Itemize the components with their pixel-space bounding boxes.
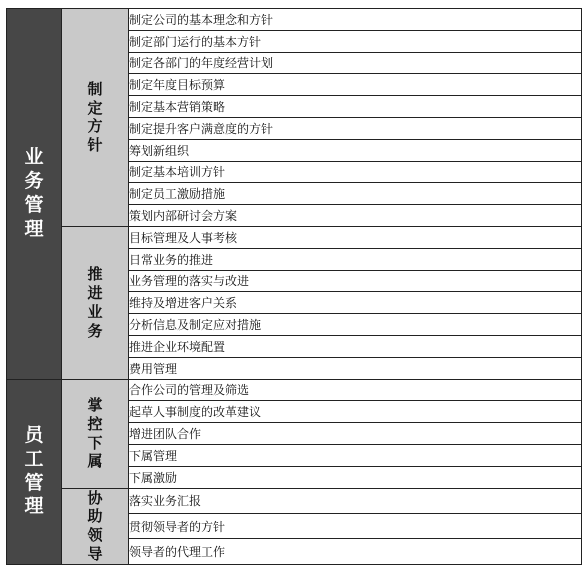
group-cell-char: 控 [87, 414, 103, 433]
table-row [7, 488, 582, 513]
duty-item: 增进团队合作 [129, 423, 582, 445]
management-duties-table-container [6, 8, 582, 563]
category-cell [7, 379, 62, 564]
duty-item: 费用管理 [129, 357, 582, 379]
management-duties-table [6, 8, 582, 565]
table-body [7, 9, 582, 565]
duty-item: 合作公司的管理及筛选 [129, 379, 582, 401]
group-cell-char: 领 [87, 526, 103, 545]
table-row [7, 226, 582, 248]
table-row [7, 9, 582, 31]
group-cell-char: 推 [87, 265, 103, 284]
duty-item: 筹划新组织 [129, 139, 582, 161]
category-cell-char: 理 [24, 217, 44, 240]
category-cell-char: 管 [24, 471, 44, 494]
table-row [7, 379, 582, 401]
duty-item: 策划内部研讨会方案 [129, 205, 582, 227]
duty-item: 下属激励 [129, 466, 582, 488]
category-cell-char: 业 [24, 146, 44, 169]
category-cell-char: 工 [24, 447, 44, 470]
duty-item: 制定部门运行的基本方针 [129, 30, 582, 52]
duty-item: 落实业务汇报 [129, 488, 582, 513]
duty-item: 贯彻领导者的方针 [129, 513, 582, 538]
group-cell [62, 488, 129, 564]
group-cell [62, 226, 129, 379]
duty-item: 制定基本营销策略 [129, 96, 582, 118]
duty-item: 制定员工激励措施 [129, 183, 582, 205]
duty-item: 维持及增进客户关系 [129, 292, 582, 314]
group-cell-char: 掌 [87, 396, 103, 415]
duty-item: 制定年度目标预算 [129, 74, 582, 96]
duty-item: 起草人事制度的改革建议 [129, 401, 582, 423]
duty-item: 日常业务的推进 [129, 248, 582, 270]
duty-item: 分析信息及制定应对措施 [129, 314, 582, 336]
group-cell-char: 方 [87, 117, 103, 136]
group-cell-char: 导 [87, 544, 103, 563]
category-cell-char: 理 [24, 495, 44, 518]
group-cell-char: 进 [87, 284, 103, 302]
duty-item: 领导者的代理工作 [129, 539, 582, 564]
duty-item: 制定提升客户满意度的方针 [129, 117, 582, 139]
duty-item: 业务管理的落实与改进 [129, 270, 582, 292]
category-cell-char: 员 [24, 424, 44, 447]
group-cell-char: 定 [87, 98, 103, 117]
duty-item: 下属管理 [129, 444, 582, 466]
group-cell-char: 务 [87, 321, 103, 340]
category-cell-char: 务 [24, 170, 44, 193]
group-cell-char: 制 [87, 79, 103, 98]
group-cell-char: 助 [87, 507, 103, 526]
duty-item: 制定公司的基本理念和方针 [129, 9, 582, 31]
duty-item: 目标管理及人事考核 [129, 226, 582, 248]
group-cell-char: 下 [87, 433, 103, 452]
group-cell-char: 针 [87, 136, 103, 155]
category-cell-char: 管 [24, 193, 44, 216]
group-cell-char: 业 [87, 302, 103, 321]
group-cell-char: 协 [87, 488, 103, 507]
group-cell [62, 379, 129, 488]
group-cell [62, 9, 129, 227]
group-cell-char: 属 [87, 452, 103, 471]
category-cell [7, 9, 62, 380]
duty-item: 推进企业环境配置 [129, 335, 582, 357]
duty-item: 制定基本培训方针 [129, 161, 582, 183]
duty-item: 制定各部门的年度经营计划 [129, 52, 582, 74]
